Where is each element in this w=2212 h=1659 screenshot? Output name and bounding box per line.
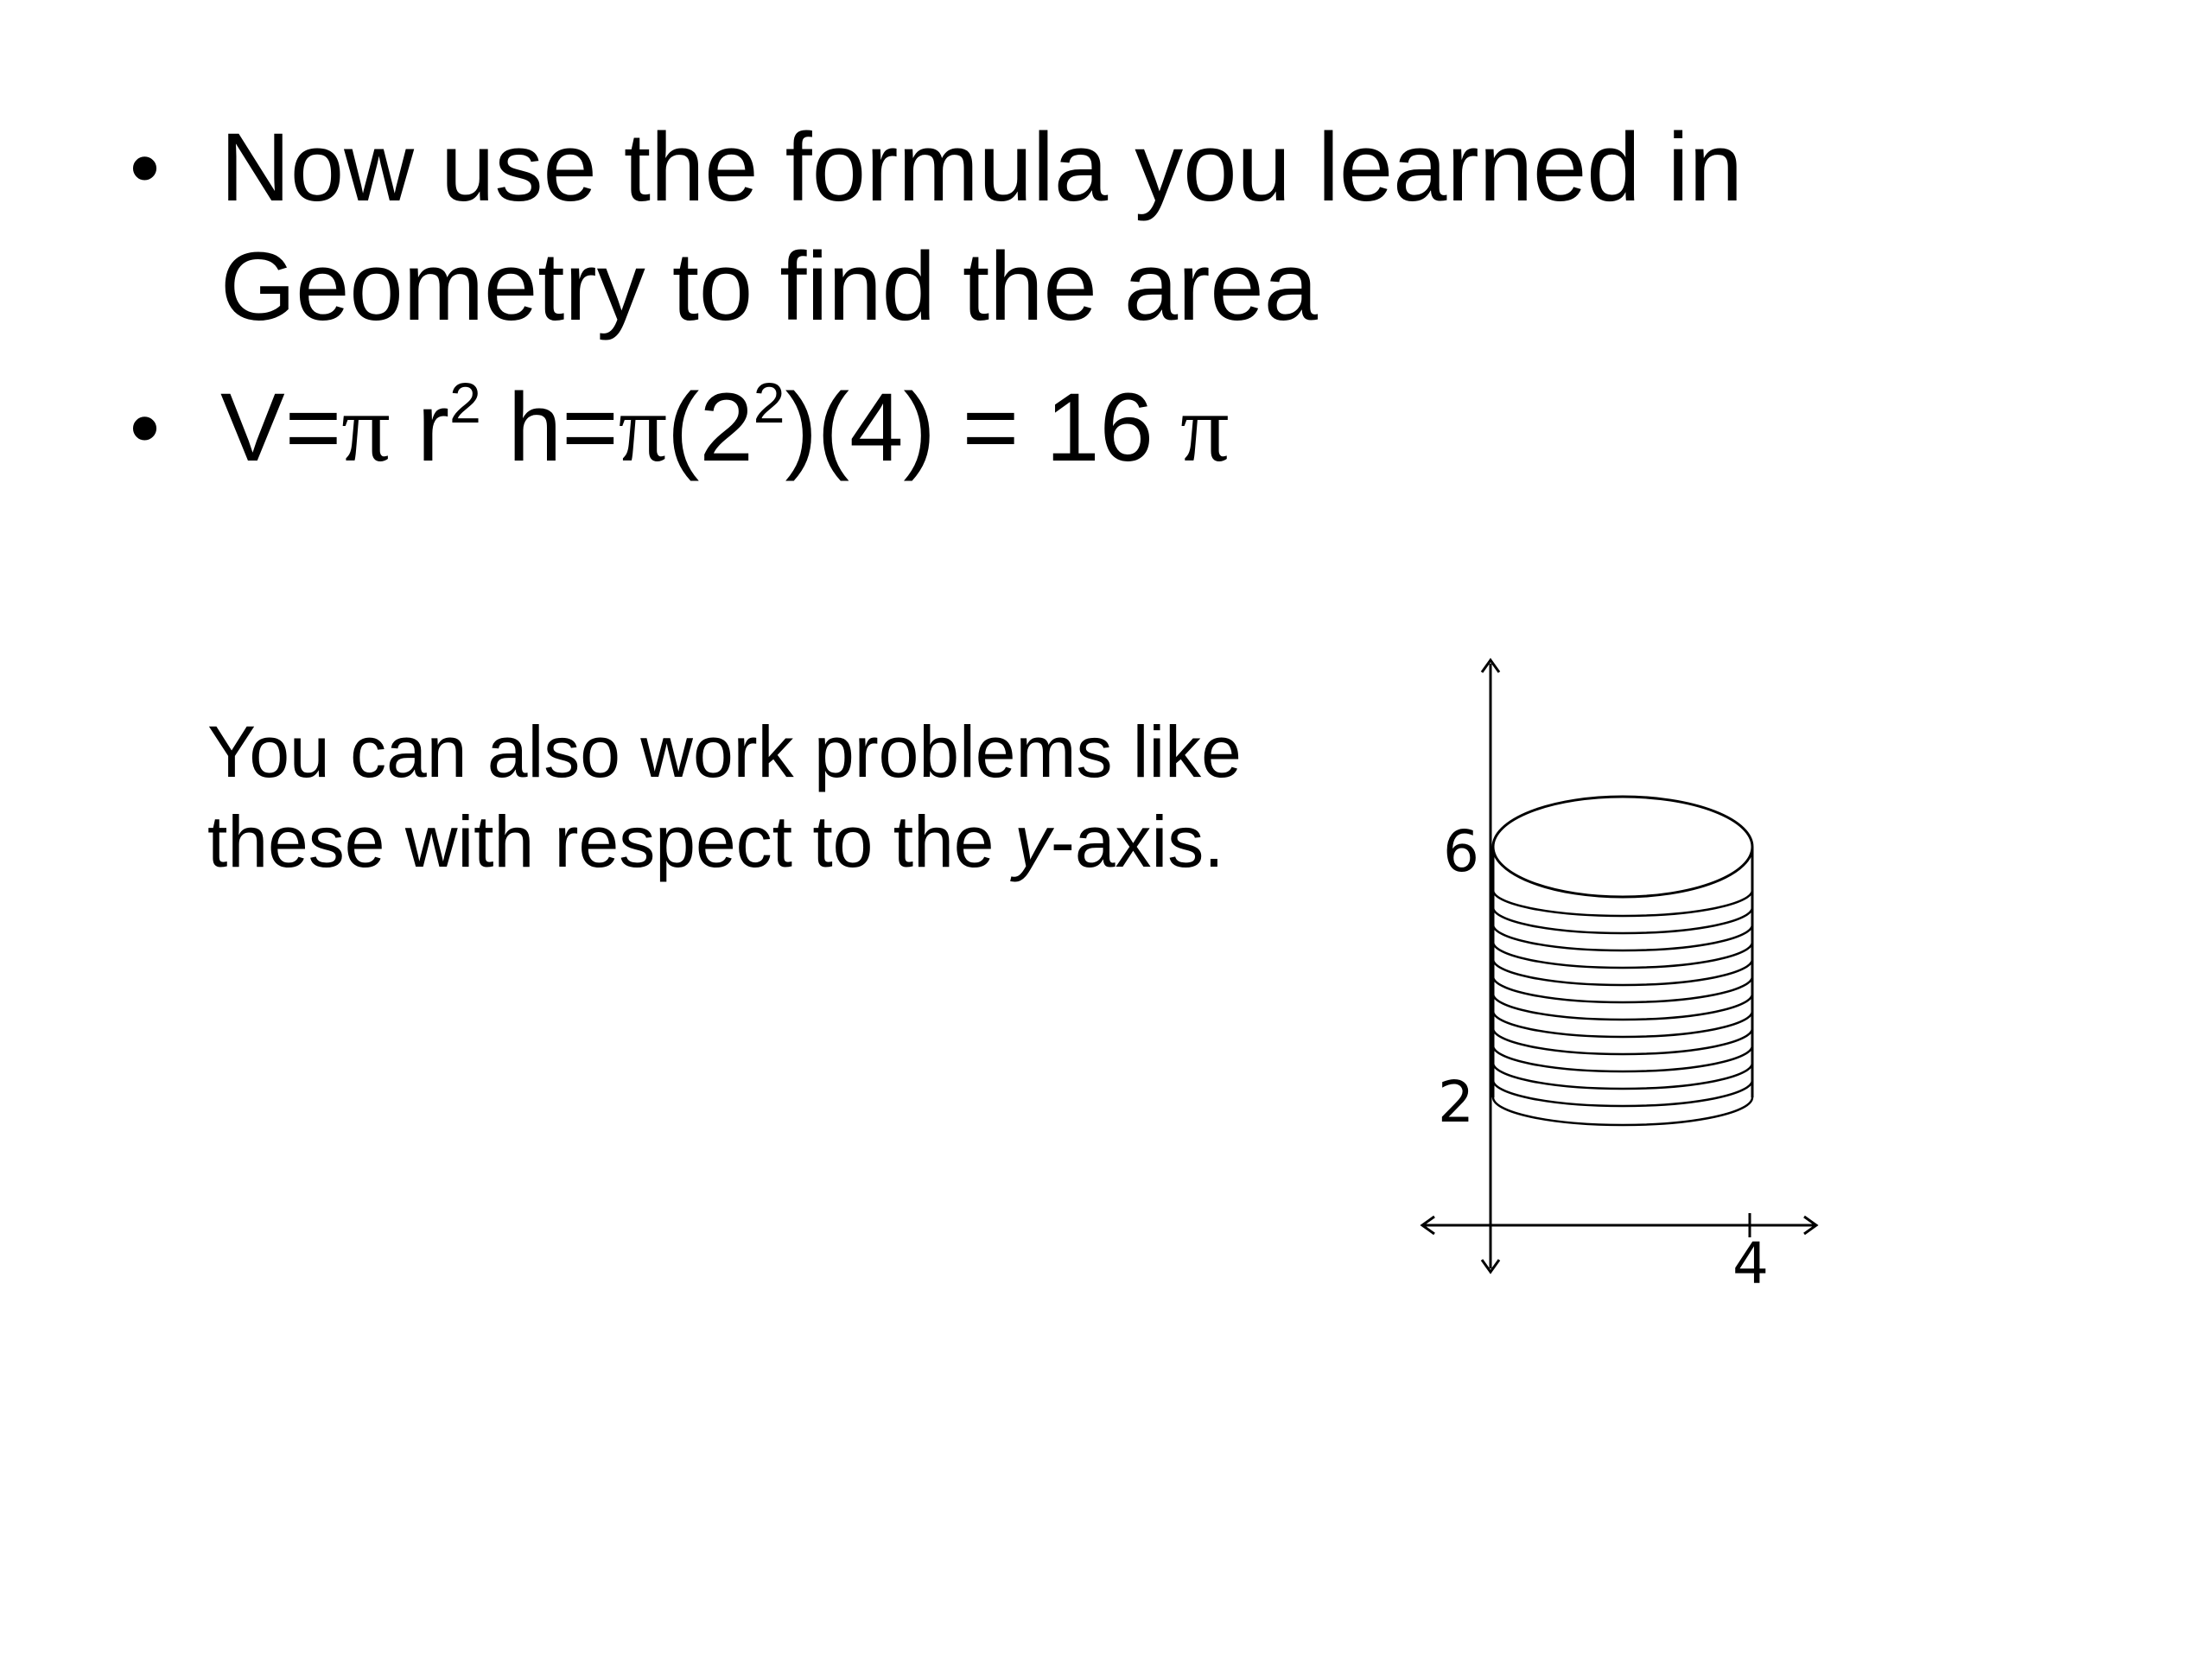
formula-v-eq: V=: [220, 373, 342, 481]
y-tick-label-6: 6: [1443, 818, 1479, 885]
disk-slice: [1493, 1028, 1752, 1054]
cylinder-disks: [1493, 890, 1752, 1125]
disk-slice: [1493, 1046, 1752, 1071]
disk-slice-bottom: [1493, 1097, 1752, 1125]
formula-exponent-1: 2: [449, 370, 481, 435]
disk-slice: [1493, 907, 1752, 933]
bullet-icon: •: [130, 379, 161, 476]
note-text: [207, 707, 1331, 887]
disk-slice: [1493, 1080, 1752, 1106]
y-tick-label-2: 2: [1438, 1069, 1474, 1135]
note-line2-italic: y: [1014, 801, 1051, 882]
formula: [220, 370, 1230, 482]
disk-slice: [1493, 925, 1752, 950]
formula-exponent-2: 2: [753, 370, 785, 435]
formula-pi-2: π: [618, 375, 668, 482]
formula-r: r: [390, 373, 450, 481]
bullet-text-line1: Now use the formula you learned in: [220, 113, 1743, 221]
bullet-item-volume-formula: [130, 368, 1858, 488]
bullet-icon: •: [130, 119, 161, 216]
disk-slice: [1493, 1011, 1752, 1037]
formula-paren-open: (2: [667, 373, 753, 481]
bullet-text-line2: Geometry to find the area: [220, 232, 1319, 340]
disk-slice: [1493, 976, 1752, 1002]
disk-slice: [1493, 942, 1752, 968]
cylinder-top: [1493, 797, 1752, 897]
formula-paren-rest: )(4) = 16: [785, 373, 1180, 481]
disk-slice: [1493, 994, 1752, 1020]
bullet-item-formula-instruction: [130, 108, 1858, 346]
formula-pi-1: π: [341, 375, 391, 482]
note-line2-post: -axis.: [1050, 801, 1224, 882]
x-tick-label-4: 4: [1732, 1230, 1769, 1296]
formula-h-eq: h=: [480, 373, 619, 481]
disk-slice: [1493, 1063, 1752, 1089]
cylinder-diagram-svg: [1382, 639, 1866, 1296]
cylinder-diagram: [1382, 639, 1866, 1296]
disk-slice: [1493, 959, 1752, 985]
formula-pi-3: π: [1179, 375, 1230, 482]
bullet-list: [130, 108, 1858, 510]
note-line2-pre: these with respect to the: [207, 801, 1014, 882]
note-line1: You can also work problems like: [207, 711, 1242, 792]
